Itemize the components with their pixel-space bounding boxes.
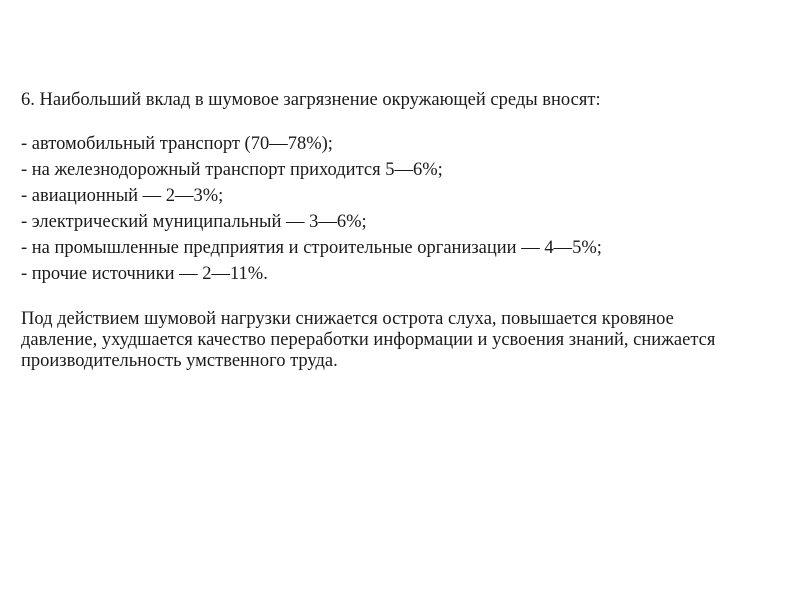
slide-heading: 6. Наибольший вклад в шумовое загрязнение окружающей среды вносят: bbox=[21, 90, 601, 110]
list-item: - на промышленные предприятия и строительные организации — 4—5%; bbox=[21, 238, 602, 258]
slide-content bbox=[21, 89, 761, 372]
list-item: - электрический муниципальный — 3—6%; bbox=[21, 212, 367, 232]
list-item: - автомобильный транспорт (70—78%); bbox=[21, 134, 333, 154]
list-item: - на железнодорожный транспорт приходится 5—6%; bbox=[21, 160, 443, 180]
list-item: - прочие источники — 2—11%. bbox=[21, 264, 268, 284]
effects-paragraph: Под действием шумовой нагрузки снижается острота слуха, повышается кровяное давление, ухудшается качество переработки информации и усвоения знаний, снижается производительность умственного труда. bbox=[21, 309, 716, 371]
list-item: - авиационный — 2—3%; bbox=[21, 186, 224, 206]
noise-sources-list bbox=[21, 133, 761, 289]
